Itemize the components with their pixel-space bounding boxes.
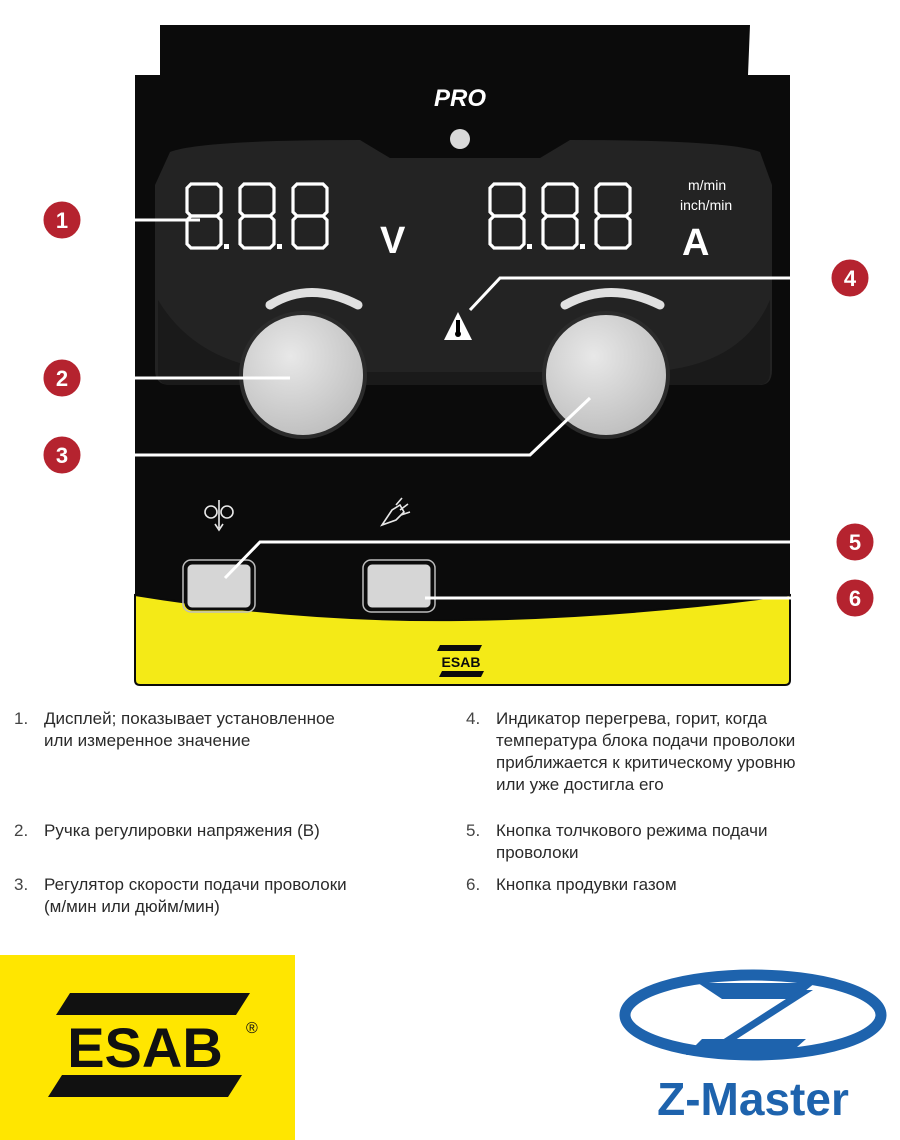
gas-purge-button[interactable] [366,563,432,609]
svg-text:4: 4 [843,266,857,291]
wire-inch-button[interactable] [186,563,252,609]
status-led [450,129,470,149]
legend-text: Дисплей; показывает установленное или измеренное значение [44,709,335,750]
svg-text:6: 6 [848,586,862,611]
legend-num: 5. [466,821,481,840]
callout-5 [835,522,875,562]
legend-num: 4. [466,709,481,728]
panel-esab-logo [437,645,484,677]
svg-text:1: 1 [55,208,69,233]
voltage-knob[interactable] [241,313,365,437]
callout-4 [830,258,870,298]
legend-text: Ручка регулировки напряжения (В) [44,821,320,840]
esab-registered-mark: ® [246,1020,258,1037]
legend-text: Кнопка продувки газом [496,875,677,894]
callout-3 [42,435,82,475]
esab-logo [0,955,295,1140]
legend-num: 1. [14,709,29,728]
legend-text: Кнопка толчкового режима подачи проволоки [496,821,768,862]
legend-num: 6. [466,875,481,894]
wire-speed-knob[interactable] [544,313,668,437]
voltage-unit: V [380,220,406,262]
svg-text:3: 3 [55,443,69,468]
speed-unit-mmin: m/min [688,177,727,193]
panel-esab-logo-text: ESAB [441,654,481,670]
legend-num: 2. [14,821,29,840]
zmaster-logo-text: Z-Master [657,1073,849,1125]
zmaster-logo [610,955,900,1140]
callout-2 [42,358,82,398]
current-unit: A [682,222,710,264]
speed-unit-inchmin: inch/min [680,197,733,213]
pro-label: PRO [433,85,487,112]
legend-num: 3. [14,875,29,894]
legend-text: Индикатор перегрева, горит, когда температура блока подачи проволоки приближается к критическому уровню или уже достигла его [496,709,796,794]
callout-1 [42,200,82,240]
legend-text: Регулятор скорости подачи проволоки (м/мин или дюйм/мин) [44,875,347,916]
svg-text:5: 5 [848,530,862,555]
callout-6 [835,578,875,618]
esab-logo-text: ESAB [67,1016,223,1079]
svg-text:2: 2 [55,366,69,391]
